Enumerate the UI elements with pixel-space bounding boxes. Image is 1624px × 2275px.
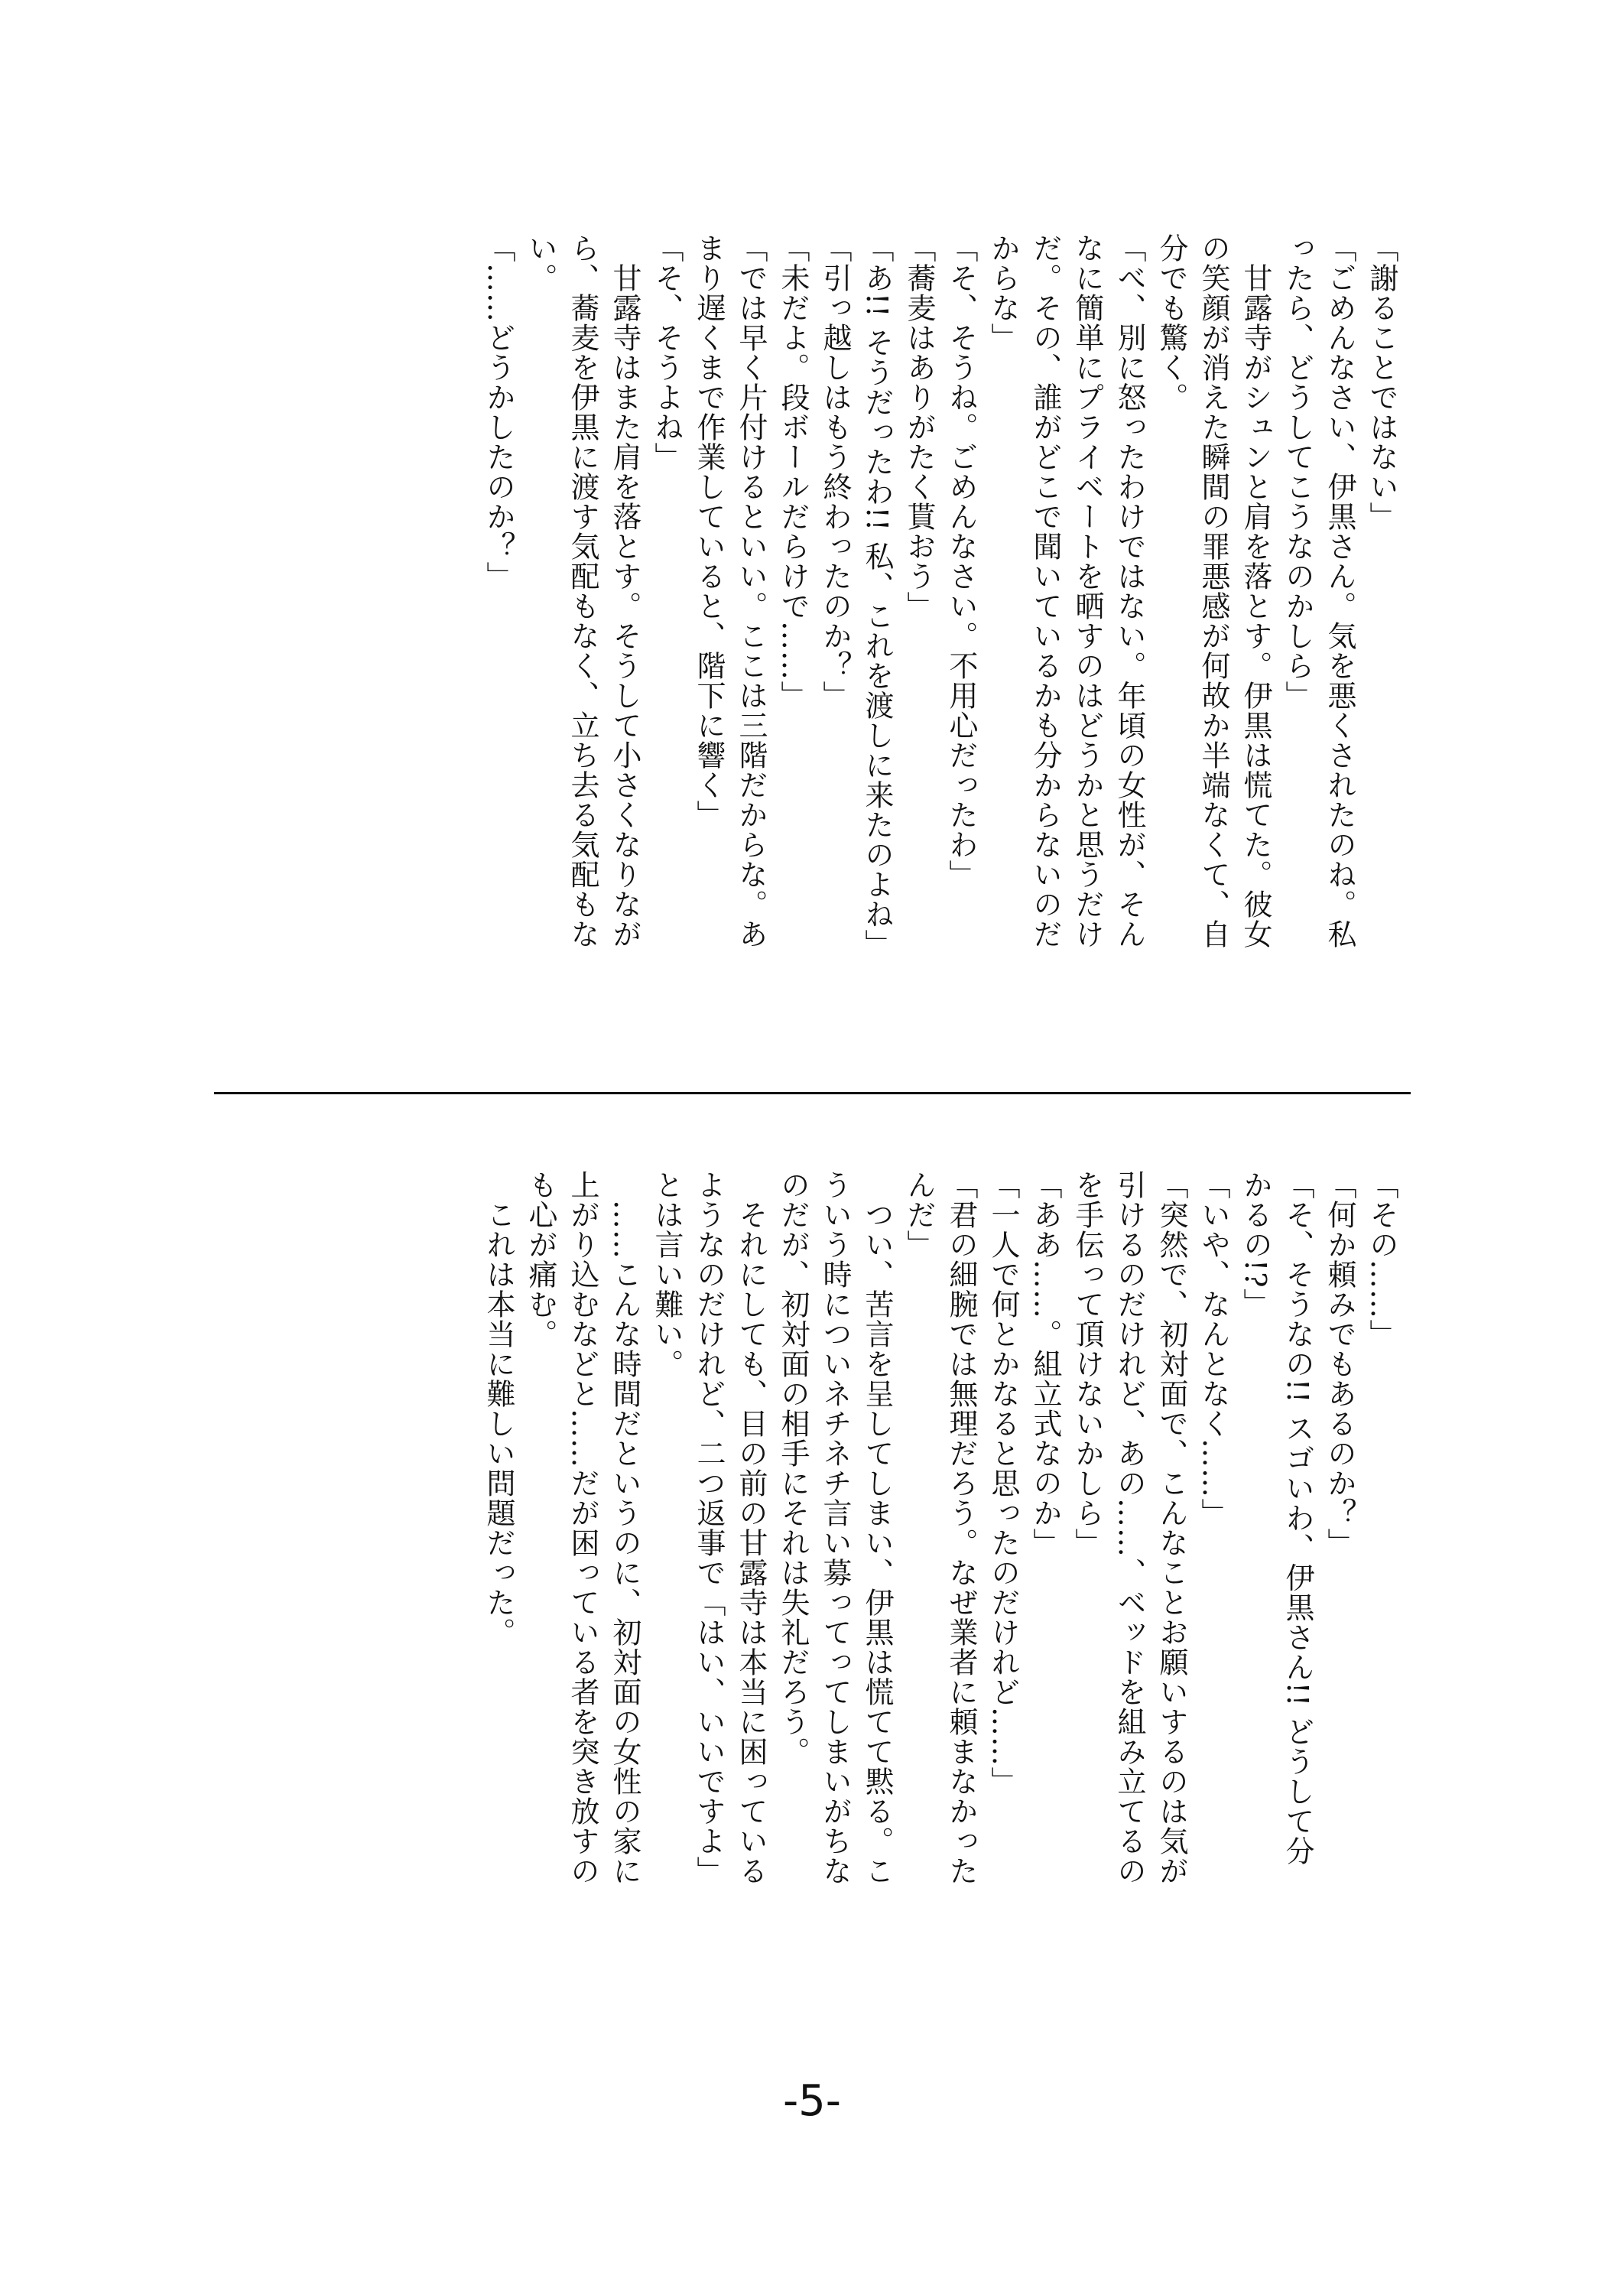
text-line: 「一人で何とかなると思ったのだけれど……」 xyxy=(986,1170,1020,1796)
text-line: い。 xyxy=(524,233,557,293)
text-line: 「べ、別に怒ったわけではない。年頃の女性が、そん xyxy=(1112,233,1146,949)
text-line: 「そ、そうなの!! スゴいわ、伊黒さん!! どうして分 xyxy=(1281,1170,1314,1867)
text-line: からな」 xyxy=(986,233,1020,353)
text-line: まり遅くまで作業していると、階下に響く」 xyxy=(692,233,726,830)
text-line: 「あ!! そうだったわ!! 私、これを渡しに来たのよね」 xyxy=(860,233,894,960)
text-line: 「未だよ。段ボールだらけで……」 xyxy=(776,233,810,710)
text-line: 上がり込むなどと……だが困っている者を突き放すの xyxy=(566,1170,599,1886)
text-line: 「突然で、初対面で、こんなことお願いするのは気が xyxy=(1155,1170,1188,1886)
text-block-bottom xyxy=(477,1170,1402,2011)
text-line: 「そ、そうね。ごめんなさい。不用心だったわ」 xyxy=(944,233,978,889)
text-line: のだが、初対面の相手にそれは失礼だろう。 xyxy=(776,1170,810,1766)
text-line: 甘露寺がシュンと肩を落とす。伊黒は慌てた。彼女 xyxy=(1239,233,1272,949)
text-line: 「引っ越しはもう終わったのか？」 xyxy=(818,233,852,710)
text-line: だ。その、誰がどこで聞いているかも分からないのだ xyxy=(1028,233,1062,949)
text-line: 「……どうかしたのか？」 xyxy=(482,233,515,591)
text-line: 引けるのだけれど、あの……、ベッドを組み立てるの xyxy=(1112,1170,1146,1886)
section-divider xyxy=(214,1092,1411,1094)
text-line: 「では早く片付けるといい。ここは三階だからな。あ xyxy=(734,233,768,949)
text-line: 分でも驚く。 xyxy=(1155,233,1188,412)
text-line: ういう時についネチネチ言い募ってってしまいがちな xyxy=(818,1170,852,1886)
text-line: 「ごめんなさい、伊黒さん。気を悪くされたのね。私 xyxy=(1323,233,1356,949)
text-line: 「君の細腕では無理だろう。なぜ業者に頼まなかった xyxy=(944,1170,978,1886)
text-line: なに簡単にプライベートを晒すのはどうかと思うだけ xyxy=(1070,233,1104,949)
text-line: を手伝って頂けないかしら」 xyxy=(1070,1170,1104,1558)
text-line: 「その……」 xyxy=(1365,1170,1398,1349)
text-line: も心が痛む。 xyxy=(524,1170,557,1349)
text-line: 甘露寺はまた肩を落とす。そうして小さくなりなが xyxy=(608,233,641,949)
text-line: 「何か頼みでもあるのか？」 xyxy=(1323,1170,1356,1558)
text-line: 「蕎麦はありがたく貰おう」 xyxy=(902,233,936,621)
text-line: ……こんな時間だというのに、初対面の女性の家に xyxy=(608,1170,641,1886)
text-line: んだ」 xyxy=(902,1170,936,1259)
page-number: -5- xyxy=(782,2076,842,2126)
text-line: とは言い難い。 xyxy=(650,1170,684,1379)
text-line: かるの!?」 xyxy=(1239,1170,1272,1318)
text-line: 「ああ……。組立式なのか」 xyxy=(1028,1170,1062,1558)
text-line: ったら、どうしてこうなのかしら」 xyxy=(1281,233,1314,710)
text-line: 「謝ることではない」 xyxy=(1365,233,1398,531)
text-line: それにしても、目の前の甘露寺は本当に困っている xyxy=(734,1170,768,1886)
text-line: の笑顔が消えた瞬間の罪悪感が何故か半端なくて、自 xyxy=(1197,233,1230,949)
text-line: 「いや、なんとなく……」 xyxy=(1197,1170,1230,1528)
text-line: これは本当に難しい問題だった。 xyxy=(482,1170,515,1647)
text-line: ようなのだけれど、二つ返事で「はい、いいですよ」 xyxy=(692,1170,726,1886)
text-line: つい、苦言を呈してしまい、伊黒は慌てて黙る。こ xyxy=(860,1170,894,1886)
text-block-top xyxy=(477,233,1402,1074)
text-line: 「そ、そうよね」 xyxy=(650,233,684,472)
text-line: ら、蕎麦を伊黒に渡す気配もなく、立ち去る気配もな xyxy=(566,233,599,949)
